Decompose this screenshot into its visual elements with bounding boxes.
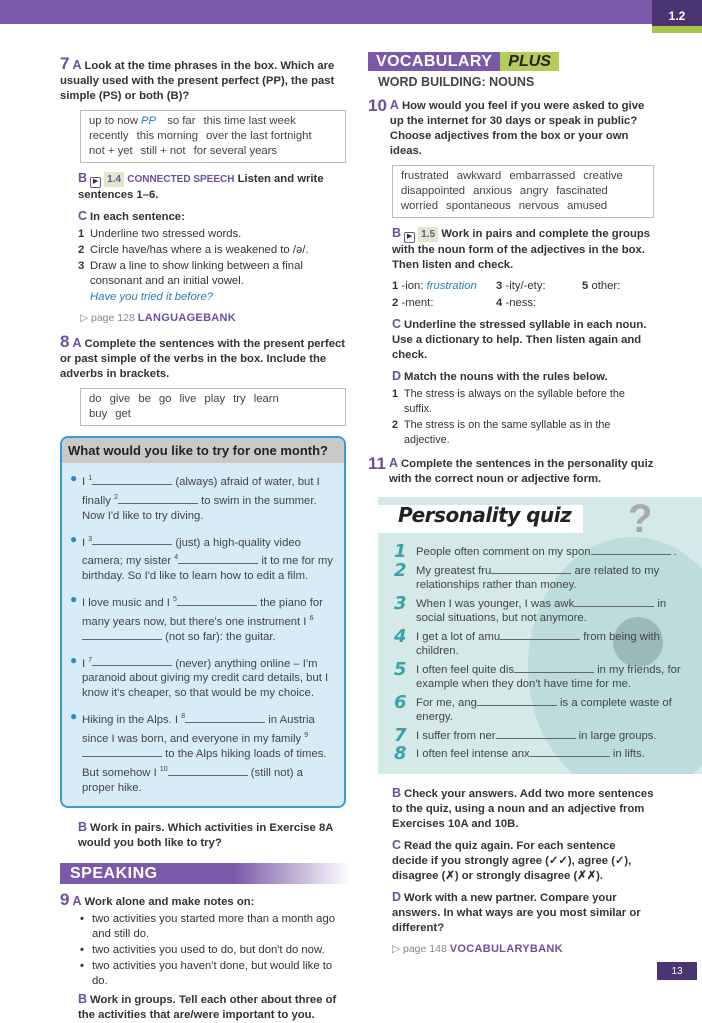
exercise-number: 9 [60, 889, 70, 909]
example-answer: PP [141, 115, 157, 127]
verbs-box: do give be go live play try learn buy get [80, 388, 346, 426]
bullet-item: • two activities you started more than a month ago and still do. [80, 912, 336, 940]
exercise-8 [60, 334, 346, 426]
quiz-question [394, 541, 690, 562]
answer-gap[interactable] [118, 494, 198, 504]
audio-track[interactable]: 1.5 [418, 227, 438, 242]
phrase: up to now [89, 115, 138, 127]
gap-number: 4 [174, 554, 179, 562]
quiz-question [394, 625, 690, 659]
item-text: (just) a high-quality video camera; my sister [82, 536, 301, 568]
example-sentence: Have you tried it before? [90, 291, 214, 303]
instruction: Complete the sentences in the personality quiz with the correct noun or adjective form. [388, 458, 654, 485]
instruction: Check your answers. Add two more sentences to the quiz, using a noun and an adjective from Exercises 10A and 10B. [392, 787, 654, 830]
item-text: I [82, 475, 89, 488]
unit-accent [652, 26, 702, 33]
group-item: 4 -ness: [496, 297, 537, 309]
quiz-title: Personality quiz [378, 505, 583, 533]
list-item: 3 Draw a line to show linking between a final consonant and an initial vowel. [78, 260, 303, 287]
group-item: 1 -ion: frustration [392, 280, 477, 292]
try-for-a-month-box [60, 436, 346, 808]
quiz-item [70, 471, 336, 524]
unit-badge: 1.2 [652, 0, 702, 26]
list-item: 2 Circle have/has where a is weakened to /ə/. [78, 244, 309, 256]
answer-gap[interactable] [500, 630, 580, 640]
answer-gap[interactable] [177, 596, 257, 606]
phrase: so far [167, 115, 196, 127]
item-text: I [82, 657, 89, 670]
question-text: I get a lot of amu [416, 630, 501, 643]
part-letter: C [392, 837, 402, 852]
quiz-item [70, 653, 336, 702]
bullet-icon: ● [70, 652, 78, 667]
list-item: 1 Underline two stressed words. [78, 228, 242, 240]
quiz-question [394, 658, 690, 692]
gap-number: 2 [114, 493, 118, 501]
question-text: I often feel quite dis [416, 663, 514, 676]
gap-number: 8 [181, 713, 186, 721]
quiz-items [62, 471, 344, 796]
question-text: For me, ang [416, 696, 477, 709]
page-number: 13 [657, 962, 697, 980]
part-letter: C [392, 317, 402, 331]
instruction: Work alone and make notes on: [84, 895, 255, 908]
box-title: What would you like to try for one month? [62, 438, 344, 463]
question-text: in my friends, for example when they don't have time for me. [416, 663, 681, 690]
exercise-11-bcd [392, 786, 654, 957]
phrase: this morning [136, 130, 199, 142]
item-text: Hiking in the Alps. I [82, 714, 182, 727]
exercise-number: 10 [368, 96, 387, 115]
instruction: Work in groups. Tell each other about three of the activities that are/were important to you. [78, 993, 337, 1021]
personality-quiz [378, 497, 702, 774]
exercise-7 [60, 56, 346, 326]
rule-item: 2 The stress is on the same syllable as in the adjective. [392, 419, 611, 446]
gap-number: 5 [173, 596, 177, 604]
instruction: In each sentence: [90, 211, 185, 223]
phrase: over the last fortnight [206, 130, 312, 142]
item-text: (still not) a proper hike. [82, 766, 303, 794]
vocabulary-plus-heading: VOCABULARY PLUS [368, 52, 654, 71]
item-text: to the Alps hiking loads of times. But somehow I [82, 747, 327, 779]
adjectives-box: frustrated awkward embarrassed creative disappointed anxious angry fascinated worried spontaneous nervous amused [392, 165, 654, 218]
part-letter: D [392, 889, 402, 904]
exercise-10 [368, 98, 654, 448]
part-letter: D [392, 369, 402, 383]
bullet-icon: ● [70, 471, 78, 485]
instruction: Complete the sentences with the present perfect or past simple of the verbs in the box. Include the adverbs in brackets. [60, 338, 346, 380]
instruction: Underline the stressed syllable in each noun. Use a dictionary to help. Then listen again and check. [392, 319, 647, 361]
group-item: 2 -ment: [392, 297, 434, 309]
quiz-question [394, 743, 690, 764]
answer-gap[interactable] [530, 747, 610, 757]
instruction: How would you feel if you were asked to give up the internet for 30 days or speak in public? Choose adjectives from the box or your own ideas. [389, 100, 645, 157]
item-text: (always) afraid of water, but I finally [82, 475, 320, 507]
answer-gap[interactable] [574, 597, 654, 607]
answer-gap[interactable] [168, 766, 248, 776]
part-letter: A [389, 98, 399, 112]
part-letter: B [392, 785, 402, 800]
answer-gap[interactable] [591, 545, 671, 555]
question-text: I suffer from ner [416, 729, 496, 742]
question-mark-decoration: ? [628, 497, 653, 541]
bullet-icon: ● [70, 592, 78, 607]
exercise-number: 7 [60, 54, 70, 73]
speaking-heading: SPEAKING [60, 863, 350, 884]
instruction: Listen and write sentences 1–6. [78, 173, 324, 201]
question-text: When I was younger, I was awk [416, 597, 575, 610]
time-phrases-box [80, 110, 346, 163]
part-letter: C [78, 209, 88, 223]
question-text: in lifts. [612, 748, 645, 760]
question-text: My greatest fru [416, 564, 492, 577]
item-text: I love music and I [82, 596, 174, 609]
bullet-icon: ● [70, 531, 78, 546]
quiz-item [70, 592, 336, 645]
item-text: in Austria since I was born, and everyone in my family [82, 714, 315, 745]
item-text: it to me for my birthday. So I'd like to learn how to edit a film. [82, 555, 333, 583]
gap-number: 3 [88, 535, 93, 543]
quiz-items [378, 541, 702, 764]
bullet-icon: ● [70, 709, 78, 724]
audio-track[interactable]: 1.4 [104, 172, 124, 187]
play-icon[interactable]: ▶ [90, 177, 101, 188]
part-letter: B [78, 171, 88, 185]
question-text: . [673, 546, 677, 558]
phrase: recently [89, 130, 129, 142]
vocabularybank-link[interactable]: ▷ page 148 VOCABULARYBANK [392, 942, 563, 955]
phrase: still + not [140, 145, 186, 157]
instruction: Work in pairs. Which activities in Exercise 8A would you both like to try? [78, 821, 334, 849]
quiz-question [394, 559, 690, 593]
phrase: not + yet [89, 145, 133, 157]
bullet-item: • two activities you haven't done, but would like to do. [80, 959, 333, 987]
part-letter: A [72, 58, 82, 72]
question-number: 3 [394, 592, 407, 614]
group-item: 3 -ity/-ety: [496, 280, 546, 292]
answer-gap[interactable] [477, 696, 557, 706]
quiz-item [70, 709, 336, 795]
gap-number: 10 [159, 765, 168, 773]
question-text: in social situations, but not anymore. [416, 597, 667, 624]
right-column [368, 52, 681, 965]
answer-gap[interactable] [185, 713, 265, 723]
question-number: 5 [394, 658, 407, 680]
quiz-question [394, 691, 690, 725]
item-text: (not so far): the guitar. [165, 630, 276, 643]
rule-item: 1 The stress is always on the syllable before the suffix. [392, 388, 625, 415]
question-number: 7 [394, 724, 407, 746]
question-number: 2 [394, 559, 407, 581]
quiz-item [70, 532, 336, 585]
instruction: Work with a new partner. Compare your answers. In what ways are you most similar or different? [392, 891, 641, 934]
question-number: 8 [394, 743, 407, 764]
gap-number: 6 [309, 614, 314, 622]
answer-gap[interactable] [82, 630, 162, 640]
exercise-11a [368, 456, 654, 487]
answer-gap[interactable] [178, 554, 258, 564]
exercise-number: 11 [368, 454, 386, 473]
question-text: I often feel intense anx [416, 748, 530, 760]
connected-speech-label: CONNECTED SPEECH [127, 174, 235, 185]
gap-number: 7 [88, 656, 93, 664]
part-letter: A [388, 456, 399, 470]
question-number: 6 [394, 691, 407, 713]
question-text: is a complete waste of energy. [416, 696, 672, 723]
answer-gap[interactable] [496, 729, 576, 739]
instruction: Match the nouns with the rules below. [404, 371, 608, 383]
item-text: the piano for many years now, but there's one instrument I [82, 596, 323, 628]
languagebank-link[interactable]: ▷ page 128 LANGUAGEBANK [80, 312, 237, 324]
top-banner [0, 0, 702, 24]
part-letter: B [392, 226, 402, 240]
left-column [60, 56, 346, 1023]
gap-number: 1 [88, 475, 93, 482]
part-letter: B [78, 819, 88, 834]
part-letter: A [72, 336, 82, 350]
question-text: People often comment on my spon [416, 546, 591, 558]
exercise-9 [60, 889, 346, 1023]
phrase: for several years [193, 145, 278, 157]
answer-gap[interactable] [92, 535, 172, 545]
answer-gap[interactable] [514, 663, 594, 673]
play-icon[interactable]: ▶ [404, 232, 415, 243]
exercise-number: 8 [60, 332, 70, 351]
answer-gap[interactable] [82, 747, 162, 757]
question-number: 4 [394, 625, 407, 647]
answer-gap[interactable] [92, 656, 172, 666]
exercise-8b [78, 820, 346, 851]
section-subtitle: WORD BUILDING: NOUNS [378, 75, 535, 89]
question-number: 1 [394, 541, 407, 562]
item-text: I [82, 536, 89, 549]
answer-gap[interactable] [491, 564, 571, 574]
answer-gap[interactable] [92, 475, 172, 485]
part-letter: A [72, 893, 82, 908]
item-text: (never) anything online – I'm paranoid about giving my credit card details, but I know it's cheaper, so that would be my choice. [82, 657, 329, 700]
quiz-question [394, 592, 690, 626]
bullet-item: • two activities you used to do, but don't do now. [80, 943, 325, 956]
instruction: Read the quiz again. For each sentence decide if you strongly agree (✓✓), agree (✓), disagree (✗) or strongly disagree (✗✗). [392, 839, 632, 882]
quiz-question [394, 724, 690, 746]
group-item: 5 other: [582, 280, 621, 292]
question-text: from being with children. [416, 630, 660, 657]
question-text: in large groups. [578, 729, 657, 742]
phrase: this time last week [203, 115, 296, 127]
instruction: Work in pairs and complete the groups with the noun form of the adjectives in the box. Then listen and check. [392, 228, 651, 271]
part-letter: B [78, 991, 88, 1006]
question-text: are related to my relationships rather than money. [416, 564, 660, 591]
noun-groups [392, 279, 654, 311]
gap-number: 9 [304, 732, 309, 740]
instruction: Look at the time phrases in the box. Which are usually used with the present perfect (PP), the past simple (PS) or both (B)? [60, 60, 335, 102]
item-text: to swim in the summer. Now I'd like to try diving. [82, 494, 317, 522]
